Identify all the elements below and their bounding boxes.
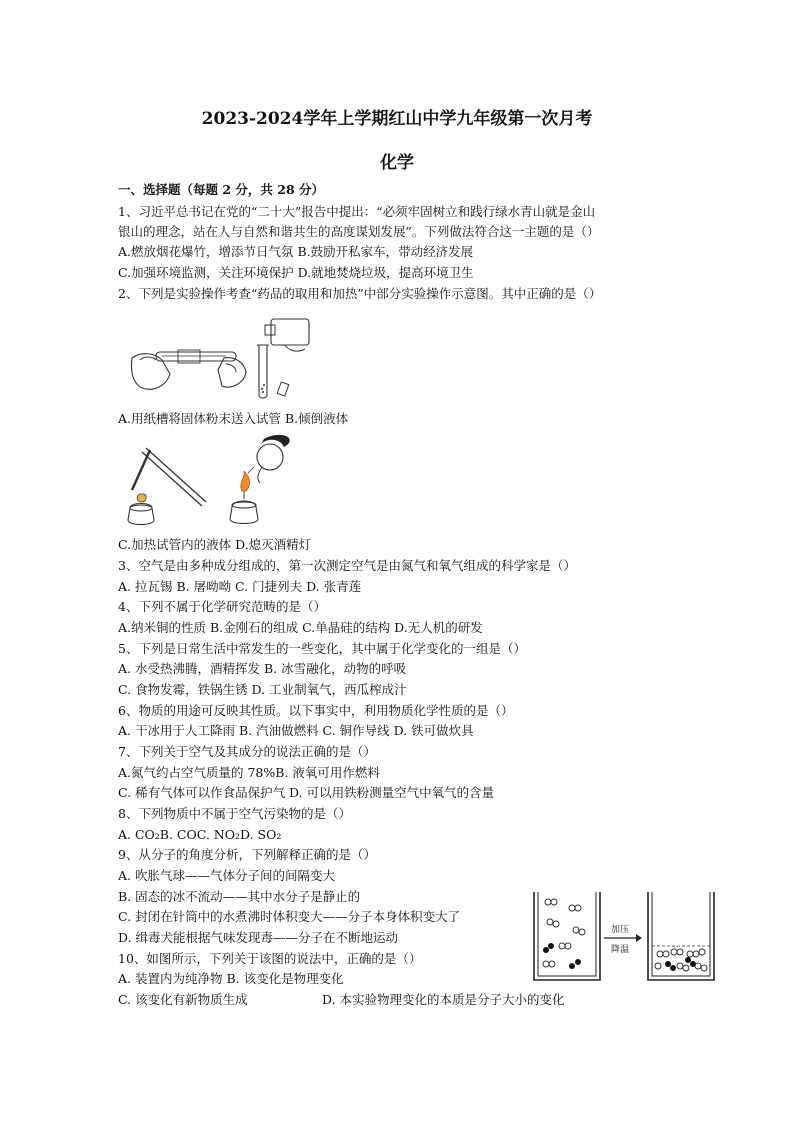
q9-option-d: D. 缉毒犬能根据气味发现毒——分子在不断地运动 [118, 930, 399, 945]
subject-title: 化学 [380, 153, 414, 173]
arrow-label-top: 加压 [610, 925, 630, 935]
figure-blow-lamp [222, 433, 302, 528]
q9-option-b: B. 固态的冰不流动——其中水分子是静止的 [118, 889, 361, 904]
q3-options: A. 拉瓦锡 B. 屠呦呦 C. 门捷列夫 D. 张青莲 [118, 579, 362, 594]
arrow-label-bottom: 降温 [610, 945, 630, 955]
q4-stem: 4、下列不属于化学研究范畴的是（） [118, 599, 326, 614]
q9-stem: 9、从分子的角度分析，下列解释正确的是（） [118, 847, 376, 862]
q7-stem: 7、下列关于空气及其成分的说法正确的是（） [118, 744, 376, 759]
section-heading: 一、选择题（每题 2 分，共 28 分） [118, 182, 325, 197]
figure-paper-trough [126, 330, 251, 398]
q8-stem: 8、下列物质中不属于空气污染物的是（） [118, 806, 351, 821]
q10-stem: 10、如图所示，下列关于该图的说法中，正确的是（） [118, 951, 422, 966]
q7-options-ab: A.氮气约占空气质量的 78%B. 液氧可用作燃料 [118, 765, 380, 780]
figure-heating-tube [122, 440, 212, 528]
q3-stem: 3、空气是由多种成分组成的，第一次测定空气是由氮气和氧气组成的科学家是（） [118, 558, 576, 573]
exam-title: 2023-2024学年上学期红山中学九年级第一次月考 [201, 109, 593, 129]
q6-stem: 6、物质的用途可反映其性质。以下事实中，利用物质化学性质的是（） [118, 703, 514, 718]
q6-options: A. 干冰用于人工降雨 B. 汽油做燃料 C. 铜作导线 D. 铁可做炊具 [118, 723, 474, 738]
q2-options-cd: C.加热试管内的液体 D.熄灭酒精灯 [118, 537, 312, 552]
q9-option-a: A. 吹胀气球——气体分子间的间隔变大 [118, 868, 335, 883]
q1-line2: 银山的理念，站在人与自然和谐共生的高度谋划发展”。下列做法符合这一主题的是（） [118, 224, 600, 239]
figure-molecule-containers [528, 888, 718, 988]
q9-option-c: C. 封闭在针筒中的水煮沸时体积变大——分子本身体积变大了 [118, 909, 461, 924]
q8-options: A. CO₂B. COC. NO₂D. SO₂ [118, 827, 282, 842]
q1-options-cd: C.加强环境监测，关注环境保护 D.就地焚烧垃圾，提高环境卫生 [118, 265, 474, 280]
q7-options-cd: C. 稀有气体可以作食品保护气 D. 可以用铁粉测量空气中氧气的含量 [118, 785, 495, 800]
q10-option-c: C. 该变化有新物质生成 [118, 992, 248, 1007]
q10-options-ab: A. 装置内为纯净物 B. 该变化是物理变化 [118, 971, 344, 986]
q2-options-ab: A.用纸槽将固体粉末送入试管 B.倾倒液体 [118, 411, 349, 426]
q5-options-cd: C. 食物发霉，铁锅生锈 D. 工业制氧气，西瓜榨成汁 [118, 682, 407, 697]
q2-stem: 2、下列是实验操作考查“药品的取用和加热”中部分实验操作示意图。其中正确的是（） [118, 286, 602, 301]
q4-options: A.纳米铜的性质 B.金刚石的组成 C.单晶硅的结构 D.无人机的研发 [118, 620, 483, 635]
q5-options-ab: A. 水受热沸腾，酒精挥发 B. 冰雪融化，动物的呼吸 [118, 661, 407, 676]
q1-options-ab: A.燃放烟花爆竹，增添节日气氛 B.鼓励开私家车，带动经济发展 [118, 244, 474, 259]
q5-stem: 5、下列是日常生活中常发生的一些变化，其中属于化学变化的一组是（） [118, 641, 526, 656]
q1-line1: 1、习近平总书记在党的“二十大”报告中提出：“必须牢固树立和践行绿水青山就是金山 [118, 204, 596, 219]
figure-pouring-liquid [245, 313, 315, 405]
q10-option-d: D. 本实验物理变化的本质是分子大小的变化 [322, 992, 565, 1007]
